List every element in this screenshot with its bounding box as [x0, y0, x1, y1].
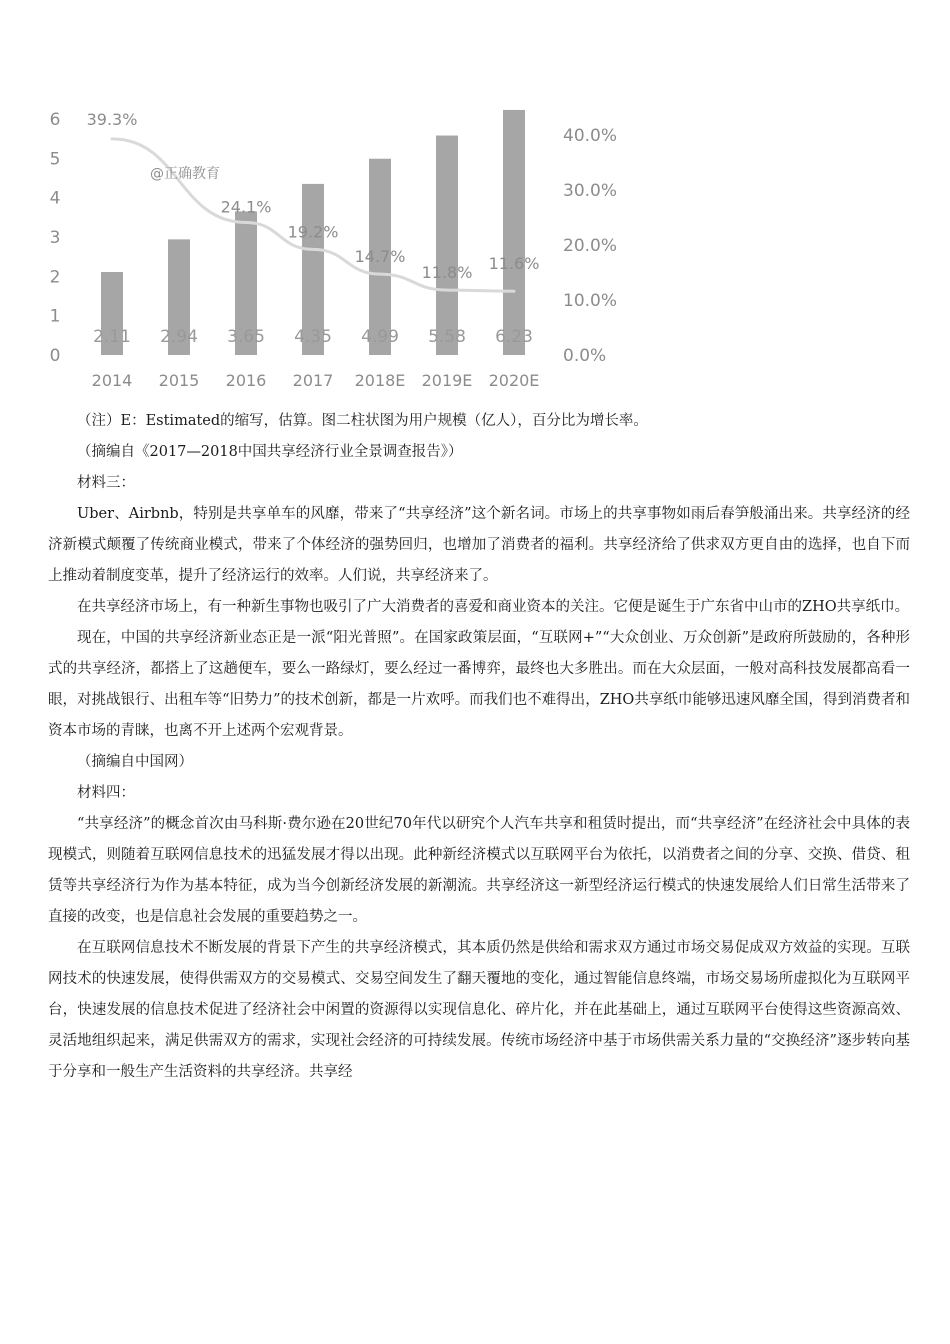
y-right-tick-label: 10.0% — [563, 291, 618, 311]
material-3-paragraph: Uber、Airbnb，特别是共享单车的风靡，带来了“共享经济”这个新名词。市场上的共享事物如雨后春笋般涌出来。共享经济的经济新模式颠覆了传统商业模式，带来了个体经济的强势回归，也增加了消费者的福利。共享经济给了供求双方更自由的选择，也自下而上推动着制度变革，提升了经济运行的效率。人们说，共享经济来了。 — [48, 506, 910, 584]
y-left-tick-label: 0 — [49, 346, 61, 366]
growth-rate-label: 24.1% — [220, 197, 272, 217]
x-tick-label: 2015 — [158, 371, 200, 390]
x-tick-label: 2016 — [225, 371, 267, 390]
material-4-paragraph: 在互联网信息技术不断发展的背景下产生的共享经济模式，其本质仍然是供给和需求双方通过市场交易促成双方效益的实现。互联网技术的快速发展，使得供需双方的交易模式、交易空间发生了翻天覆地的变化，通过智能信息终端，市场交易场所虚拟化为互联网平台，快速发展的信息技术促进了经济社会中闲置的资源得以实现信息化、碎片化，并在此基础上，通过互联网平台使得这些资源高效、灵活地组织起来，满足供需双方的需求，实现社会经济的可持续发展。传统市场经济中基于市场供需关系力量的“交换经济”逐步转向基于分享和一般生产生活资料的共享经济。共享经 — [48, 940, 910, 1080]
bar-value-label: 4.99 — [361, 327, 399, 347]
document-body — [48, 406, 910, 1088]
bar-2020E — [503, 110, 525, 355]
x-tick-label: 2019E — [421, 371, 473, 390]
growth-rate-label: 11.6% — [488, 254, 540, 274]
material-3-paragraph: 在共享经济市场上，有一种新生事物也吸引了广大消费者的喜爱和商业资本的关注。它便是诞生于广东省中山市的ZHO共享纸巾。 — [77, 599, 910, 615]
growth-rate-label: 11.8% — [421, 263, 473, 283]
y-left-tick-label: 4 — [49, 188, 61, 209]
bar-value-label: 2.94 — [160, 327, 198, 347]
growth-rate-label: 14.7% — [354, 247, 406, 267]
source-citation-2: （摘编自中国网） — [77, 754, 193, 770]
bar-value-label: 2.11 — [93, 327, 131, 347]
bar-value-label: 4.35 — [294, 327, 332, 347]
material-4-paragraph: “共享经济”的概念首次由马科斯·费尔逊在20世纪70年代以研究个人汽车共享和租赁时提出，而“共享经济”在经济社会中具体的表现模式，则随着互联网信息技术的迅猛发展才得以出现。此种新经济模式以互联网平台为依托，以消费者之间的分享、交换、借贷、租赁等共享经济行为作为基本特征，成为当今创新经济发展的新潮流。共享经济这一新型经济运行模式的快速发展给人们日常生活带来了直接的改变，也是信息社会发展的重要趋势之一。 — [48, 816, 910, 925]
user-scale-growth-chart — [0, 95, 620, 395]
y-left-tick-label: 6 — [49, 110, 61, 130]
bar-value-label: 6.23 — [495, 327, 533, 347]
material-3-title: 材料三： — [77, 475, 135, 491]
y-left-tick-label: 1 — [49, 306, 61, 327]
y-left-axis — [50, 110, 61, 366]
x-tick-label: 2018E — [354, 371, 406, 390]
y-right-axis — [563, 126, 617, 366]
chart-watermark: @正确教育 — [150, 166, 220, 182]
y-right-tick-label: 0.0% — [563, 346, 607, 366]
material-4-title: 材料四： — [77, 785, 135, 801]
chart-note: （注）E：Estimated的缩写，估算。图二柱状图为用户规模（亿人），百分比为增长率。 — [77, 413, 648, 429]
y-right-tick-label: 20.0% — [563, 236, 618, 256]
x-axis — [92, 371, 540, 390]
growth-rate-label: 39.3% — [86, 109, 138, 129]
x-tick-label: 2020E — [488, 371, 540, 390]
bar-2019E — [436, 136, 458, 355]
y-right-tick-label: 40.0% — [563, 126, 618, 146]
y-left-tick-label: 5 — [49, 149, 61, 170]
x-tick-label: 2017 — [292, 371, 334, 390]
y-left-tick-label: 3 — [49, 228, 61, 248]
x-tick-label: 2014 — [91, 371, 133, 390]
bar-value-label: 5.58 — [428, 327, 466, 347]
material-3-paragraph: 现在，中国的共享经济新业态正是一派“阳光普照”。在国家政策层面，“互联网+”“大众创业、万众创新”是政府所鼓励的，各种形式的共享经济，都搭上了这趟便车，要么一路绿灯，要么经过一番博弈，最终也大多胜出。而在大众层面，一般对高科技发展都高看一眼，对挑战银行、出租车等“旧势力”的技术创新，都是一片欢呼。而我们也不难得出，ZHO共享纸巾能够迅速风靡全国，得到消费者和资本市场的青睐，也离不开上述两个宏观背景。 — [48, 630, 910, 739]
y-left-tick-label: 2 — [49, 267, 61, 288]
y-right-tick-label: 30.0% — [563, 181, 618, 201]
bar-value-labels — [93, 327, 533, 347]
source-citation-1: （摘编自《2017—2018中国共享经济行业全景调查报告》） — [77, 444, 463, 460]
growth-rate-label: 19.2% — [287, 222, 339, 242]
bar-value-label: 3.65 — [227, 327, 265, 347]
